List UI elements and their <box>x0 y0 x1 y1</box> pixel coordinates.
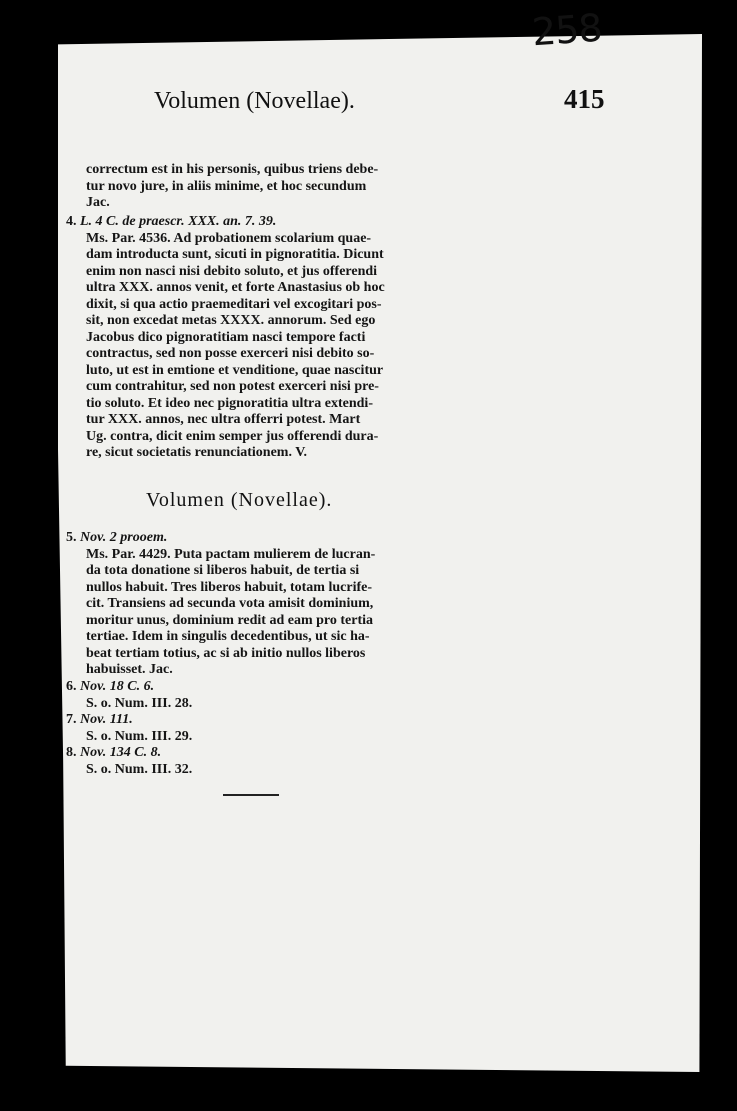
text-line: Ms. Par. 4536. Ad probationem scolarium quae- <box>86 230 372 246</box>
text-line: cit. Transiens ad secunda vota amisit dominium, <box>86 596 374 611</box>
text-line: Jac. <box>86 195 110 210</box>
entry-8 <box>66 745 476 778</box>
entry-number: 4. <box>66 214 77 229</box>
section-title: Volumen (Novellae). <box>146 489 333 511</box>
entry-number: 8. <box>66 745 77 760</box>
text-line: Ms. Par. 4429. Puta pactam mulierem de lucran- <box>86 546 376 562</box>
text-line: Jacobus dico pignoratitiam nasci tempore facti <box>86 329 366 345</box>
header-title: Volumen (Novellae). <box>154 88 355 114</box>
text-line: dixit, si qua actio praemeditari vel excogitari pos- <box>86 296 382 312</box>
entry-citation: Nov. 111. <box>80 712 133 727</box>
text-line: tur XXX. annos, nec ultra offerri potest. Mart <box>86 412 361 427</box>
text-line: da tota donatione si liberos habuit, de tertia si <box>86 563 360 578</box>
text-line: tur novo jure, in aliis minime, et hoc secundum <box>86 178 367 194</box>
text-line: re, sicut societatis renunciationem. V. <box>86 445 308 460</box>
section-end-rule <box>223 794 279 796</box>
continuation-paragraph <box>66 162 476 212</box>
running-header <box>154 84 605 115</box>
text-line: dam introducta sunt, sicuti in pignoratitia. Dicunt <box>86 247 384 262</box>
entry-number: 5. <box>66 530 77 545</box>
text-line: tertiae. Idem in singulis decedentibus, ut sic ha- <box>86 629 370 644</box>
entry-citation: Nov. 2 prooem. <box>80 530 168 545</box>
text-line: correctum est in his personis, quibus triens debe- <box>86 162 379 177</box>
text-line: sit, non excedat metas XXXX. annorum. Sed ego <box>86 313 376 328</box>
text-line: moritur unus, dominium redit ad eam pro tertia <box>86 612 374 628</box>
text-line: beat tertiam totius, ac si ab initio nullos liberos <box>86 645 366 661</box>
entry-7 <box>66 712 476 745</box>
entry-6 <box>66 679 476 712</box>
text-line: cum contrahitur, sed non potest exerceri nisi pre- <box>86 379 379 394</box>
entry-heading <box>66 530 476 547</box>
entry-heading <box>66 745 476 762</box>
entry-reference: S. o. Num. III. 29. <box>86 728 193 744</box>
entry-4 <box>66 214 476 462</box>
text-line: luto, ut est in emtione et venditione, quae nascitur <box>86 362 384 378</box>
text-line: Ug. contra, dicit enim semper jus offerendi dura- <box>86 428 379 444</box>
entry-5 <box>66 530 476 679</box>
entry-number: 6. <box>66 679 77 694</box>
text-line: contractus, sed non posse exerceri nisi debito so- <box>86 346 375 361</box>
header-page-number: 415 <box>564 84 605 114</box>
handwritten-page-number: 258 <box>530 5 603 55</box>
entry-citation: Nov. 18 C. 6. <box>80 679 155 694</box>
text-line: nullos habuit. Tres liberos habuit, totam lucrife- <box>86 579 372 595</box>
entry-number: 7. <box>66 712 77 727</box>
entry-citation: L. 4 C. de praescr. XXX. an. 7. 39. <box>80 214 277 229</box>
entry-heading <box>66 214 476 231</box>
entry-heading <box>66 679 476 696</box>
text-line: ultra XXX. annos venit, et forte Anastasius ob hoc <box>86 280 385 295</box>
text-line: enim non nasci nisi debito soluto, et jus offerendi <box>86 263 378 279</box>
entry-heading <box>66 712 476 729</box>
entry-reference: S. o. Num. III. 32. <box>86 761 193 777</box>
entry-reference: S. o. Num. III. 28. <box>86 695 193 711</box>
text-line: tio soluto. Et ideo nec pignoratitia ultra extendi- <box>86 395 373 411</box>
entry-citation: Nov. 134 C. 8. <box>80 745 162 760</box>
text-line: habuisset. Jac. <box>86 662 173 677</box>
